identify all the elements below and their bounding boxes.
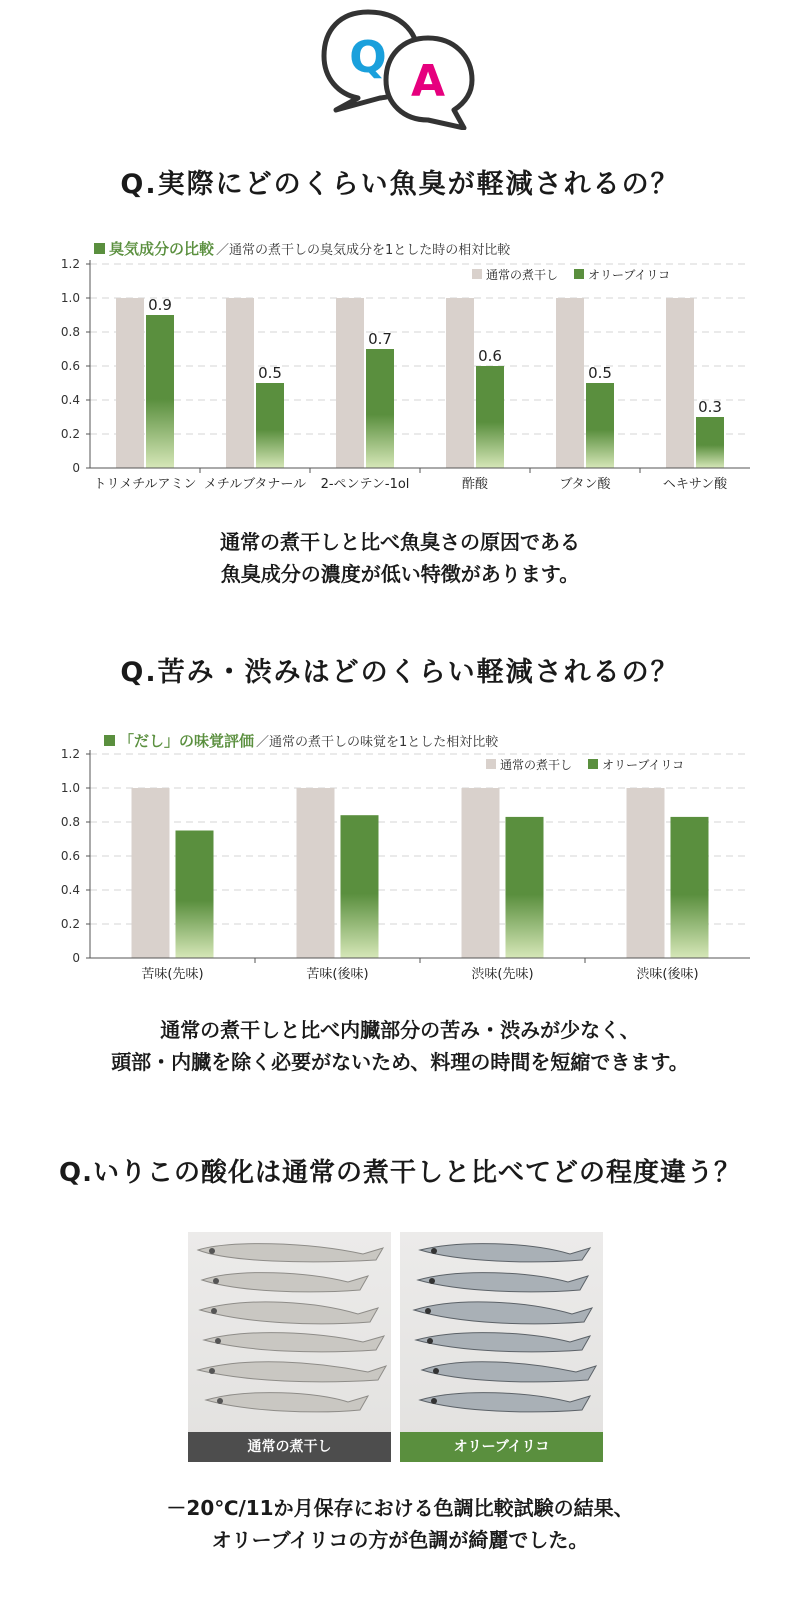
bar-olive	[256, 383, 284, 468]
x-tick-label: 酢酸	[461, 477, 489, 492]
caption-regular: 通常の煮干し	[188, 1432, 391, 1462]
x-tick-label: トリメチルアミン	[93, 477, 197, 492]
x-tick-label: 苦味(後味)	[306, 967, 369, 982]
q-letter: Q	[349, 32, 387, 83]
bar-olive	[671, 817, 709, 958]
x-tick-label: 渋味(後味)	[636, 967, 699, 982]
bar-olive	[146, 315, 174, 468]
legend-label: オリーブイリコ	[588, 268, 671, 282]
x-tick-label: ヘキサン酸	[662, 477, 728, 492]
data-label: 0.5	[588, 364, 612, 382]
answer-3-line1: －20℃/11か月保存における色調比較試験の結果、	[166, 1496, 634, 1520]
bar-regular	[297, 788, 335, 958]
x-tick-label: 苦味(先味)	[141, 967, 204, 982]
y-tick-label: 1.2	[60, 257, 80, 271]
data-label: 0.7	[368, 330, 392, 348]
odor-comparison-chart	[50, 232, 755, 497]
bar-regular	[627, 788, 665, 958]
bar-olive	[176, 831, 214, 959]
answer-2	[0, 1014, 800, 1078]
bar-olive	[586, 383, 614, 468]
y-tick-label: 0.8	[60, 815, 80, 829]
y-tick-label: 1.0	[60, 291, 80, 305]
olive-iriko-fish-image	[400, 1232, 603, 1432]
legend-swatch	[472, 269, 482, 279]
a-letter: A	[410, 56, 446, 107]
answer-2-line2: 頭部・内臓を除く必要がないため、料理の時間を短縮できます。	[111, 1050, 689, 1074]
taste-evaluation-chart	[50, 722, 755, 984]
answer-2-line1: 通常の煮干しと比べ内臓部分の苦み・渋みが少なく、	[160, 1018, 640, 1042]
y-tick-label: 0.4	[60, 393, 80, 407]
bar-olive	[366, 349, 394, 468]
bar-olive	[506, 817, 544, 958]
answer-1-line1: 通常の煮干しと比べ魚臭さの原因である	[220, 530, 580, 554]
x-tick-label: ブタン酸	[559, 477, 611, 492]
chart-subtitle: ／通常の煮干しの臭気成分を1とした時の相対比較	[216, 243, 511, 258]
y-tick-label: 0.6	[60, 359, 80, 373]
data-label: 0.3	[698, 398, 722, 416]
chart-title: 「だし」の味覚評価	[119, 732, 255, 750]
caption-olive: オリーブイリコ	[400, 1432, 603, 1462]
bar-regular	[226, 298, 254, 468]
y-tick-label: 0	[72, 461, 80, 475]
y-tick-label: 0.4	[60, 883, 80, 897]
qa-icon	[318, 6, 478, 130]
photo-regular-niboshi	[188, 1232, 391, 1462]
legend-swatch	[486, 759, 496, 769]
bar-olive	[476, 366, 504, 468]
answer-1	[0, 526, 800, 590]
y-tick-label: 0.2	[60, 427, 80, 441]
answer-3-line2: オリーブイリコの方が色調が綺麗でした。	[211, 1528, 589, 1552]
bar-olive	[696, 417, 724, 468]
chart-subtitle: ／通常の煮干しの味覚を1とした相対比較	[256, 735, 499, 750]
y-tick-label: 0.6	[60, 849, 80, 863]
bar-regular	[556, 298, 584, 468]
photo-olive-iriko	[400, 1232, 603, 1462]
bar-regular	[132, 788, 170, 958]
chart-title-marker	[104, 735, 115, 746]
bar-regular	[446, 298, 474, 468]
y-tick-label: 1.0	[60, 781, 80, 795]
y-tick-label: 0	[72, 951, 80, 965]
x-tick-label: 2-ペンテン-1ol	[320, 477, 410, 492]
y-tick-label: 0.2	[60, 917, 80, 931]
answer-1-line2: 魚臭成分の濃度が低い特徴があります。	[220, 562, 580, 586]
legend-label: 通常の煮干し	[486, 268, 559, 282]
chart-title: 臭気成分の比較	[109, 240, 215, 258]
x-tick-label: メチルブタナール	[203, 477, 307, 492]
bar-regular	[116, 298, 144, 468]
legend-swatch	[574, 269, 584, 279]
data-label: 0.5	[258, 364, 282, 382]
bar-regular	[666, 298, 694, 468]
bar-regular	[462, 788, 500, 958]
x-tick-label: 渋味(先味)	[471, 967, 534, 982]
answer-3	[0, 1492, 800, 1556]
bar-olive	[341, 815, 379, 958]
question-1: Q.実際にどのくらい魚臭が軽減されるの？	[120, 169, 680, 200]
legend-label: 通常の煮干し	[500, 758, 573, 772]
y-tick-label: 1.2	[60, 747, 80, 761]
data-label: 0.6	[478, 347, 502, 365]
data-label: 0.9	[148, 296, 172, 314]
regular-fish-image	[188, 1232, 391, 1432]
legend-swatch	[588, 759, 598, 769]
bar-regular	[336, 298, 364, 468]
question-2: Q.苦み・渋みはどのくらい軽減されるの？	[120, 657, 680, 688]
chart-title-marker	[94, 243, 105, 254]
y-tick-label: 0.8	[60, 325, 80, 339]
question-3: Q.いりこの酸化は通常の煮干しと比べてどの程度違う？	[59, 1158, 741, 1188]
legend-label: オリーブイリコ	[602, 758, 685, 772]
